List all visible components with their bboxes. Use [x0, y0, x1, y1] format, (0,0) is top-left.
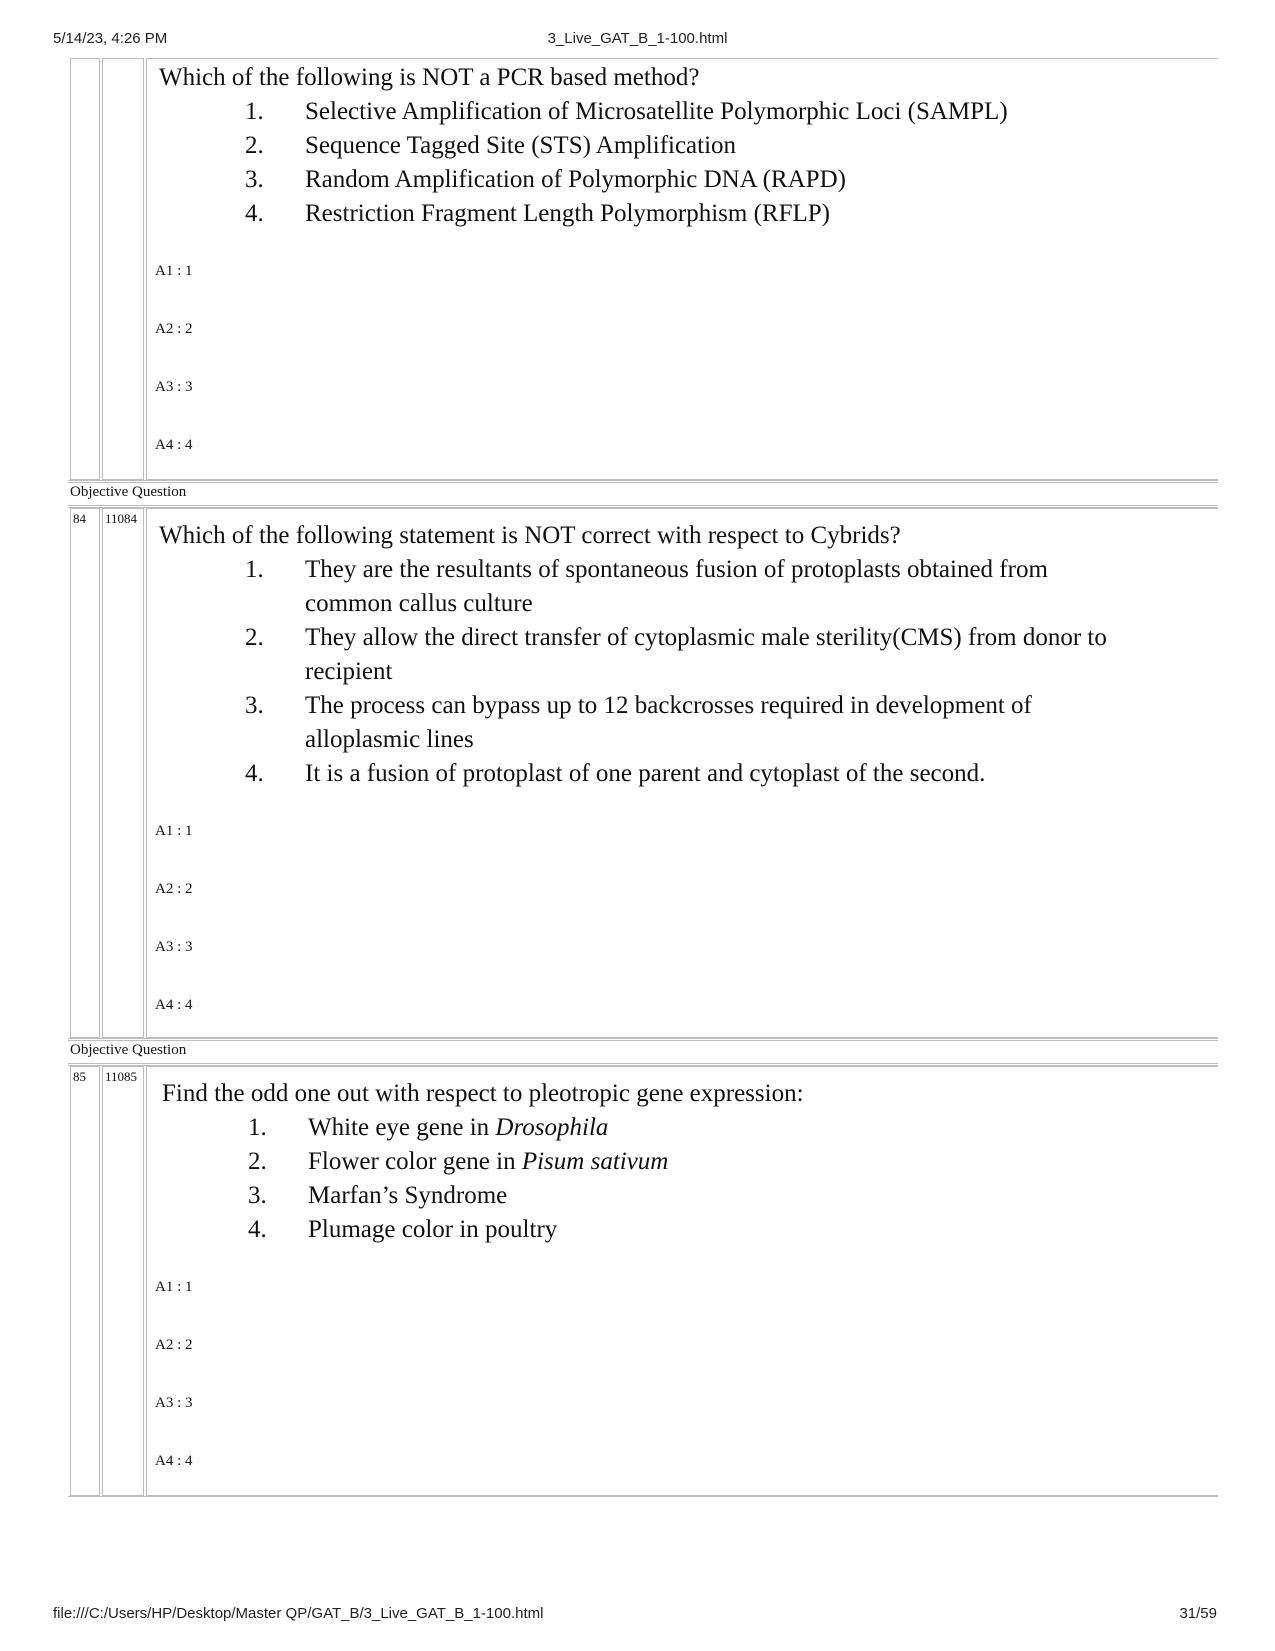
- answer-keys: [147, 821, 1218, 1053]
- species-name: Pisum sativum: [521, 1148, 669, 1175]
- answer-key: A2 : 2: [155, 321, 193, 337]
- question-text: Which of the following is NOT a PCR based method?: [159, 64, 700, 91]
- option-number: 4.: [245, 200, 264, 227]
- question-type-label: Objective Question: [70, 484, 187, 500]
- option-number: 4.: [245, 760, 264, 787]
- option-item: [147, 757, 1218, 791]
- option-item: [147, 553, 1218, 621]
- print-url: file:///C:/Users/HP/Desktop/Master QP/GAT_B/3_Live_GAT_B_1-100.html: [53, 1605, 544, 1622]
- print-title: 3_Live_GAT_B_1-100.html: [547, 30, 728, 47]
- answer-key: A1 : 1: [155, 263, 193, 279]
- option-text: It is a fusion of protoplast of one parent and cytoplast of the second.: [305, 760, 986, 787]
- question-block: [68, 58, 1218, 480]
- option-item: [147, 1213, 1218, 1247]
- page-number: 31/59: [1179, 1605, 1217, 1622]
- answer-key: A2 : 2: [155, 881, 193, 897]
- option-item: [147, 1179, 1218, 1213]
- option-number: 1.: [245, 556, 264, 583]
- option-item: [147, 163, 1218, 197]
- option-text: They are the resultants of spontaneous fusion of protoplasts obtained from common callus culture: [305, 556, 1048, 617]
- option-item: [147, 129, 1218, 163]
- print-header: [0, 30, 1275, 52]
- option-item: [147, 689, 1218, 757]
- section-separator: [68, 480, 1218, 505]
- option-text: They allow the direct transfer of cytoplasmic male sterility(CMS) from donor to recipient: [305, 624, 1107, 685]
- question-block: [68, 505, 1218, 1038]
- option-number: 1.: [248, 1114, 267, 1141]
- print-date: 5/14/23, 4:26 PM: [53, 30, 168, 47]
- question-row: [68, 58, 1218, 480]
- answer-keys: [147, 1277, 1218, 1509]
- option-list: [147, 1111, 1218, 1247]
- option-number: 1.: [245, 98, 264, 125]
- option-number: 2.: [245, 624, 264, 651]
- option-item: [147, 1145, 1218, 1179]
- question-number: 85: [70, 1066, 100, 1496]
- answer-key: A4 : 4: [155, 997, 193, 1013]
- question-text: Which of the following statement is NOT correct with respect to Cybrids?: [159, 522, 901, 549]
- answer-key: A1 : 1: [155, 1279, 193, 1295]
- option-text: Flower color gene in Pisum sativum: [308, 1148, 669, 1175]
- option-text: White eye gene in Drosophila: [308, 1114, 609, 1141]
- answer-keys: [147, 261, 1218, 493]
- question-body: [146, 508, 1218, 1038]
- answer-key: A1 : 1: [155, 823, 193, 839]
- question-id: 11085: [102, 1066, 144, 1496]
- print-footer: [0, 1605, 1275, 1627]
- answer-key: A3 : 3: [155, 939, 193, 955]
- option-text: Marfan’s Syndrome: [308, 1182, 508, 1209]
- option-number: 2.: [245, 132, 264, 159]
- option-text: The process can bypass up to 12 backcrosses required in development of alloplasmic lines: [305, 692, 1032, 753]
- question-body: [146, 1066, 1218, 1496]
- question-number: [70, 58, 100, 480]
- option-text: Plumage color in poultry: [308, 1216, 558, 1243]
- answer-key: A2 : 2: [155, 1337, 193, 1353]
- option-text: Selective Amplification of Microsatellite Polymorphic Loci (SAMPL): [305, 98, 1008, 125]
- section-separator: [68, 1038, 1218, 1063]
- option-text: Restriction Fragment Length Polymorphism (RFLP): [305, 200, 830, 227]
- option-item: [147, 1111, 1218, 1145]
- option-number: 2.: [248, 1148, 267, 1175]
- option-number: 3.: [245, 692, 264, 719]
- option-item: [147, 621, 1218, 689]
- option-number: 3.: [245, 166, 264, 193]
- option-list: [147, 95, 1218, 231]
- question-id: [102, 58, 144, 480]
- answer-key: A3 : 3: [155, 379, 193, 395]
- option-number: 4.: [248, 1216, 267, 1243]
- answer-key: A3 : 3: [155, 1395, 193, 1411]
- question-block: [68, 1063, 1218, 1497]
- answer-key: A4 : 4: [155, 1453, 193, 1469]
- option-text: Sequence Tagged Site (STS) Amplification: [305, 132, 737, 159]
- option-item: [147, 197, 1218, 231]
- option-text: Random Amplification of Polymorphic DNA (RAPD): [305, 166, 846, 193]
- option-list: [147, 553, 1218, 791]
- question-number: 84: [70, 508, 100, 1038]
- question-body: [146, 58, 1218, 480]
- question-row: [68, 1066, 1218, 1497]
- answer-key: A4 : 4: [155, 437, 193, 453]
- question-row: [68, 508, 1218, 1038]
- question-id: 11084: [102, 508, 144, 1038]
- option-item: [147, 95, 1218, 129]
- option-number: 3.: [248, 1182, 267, 1209]
- question-type-label: Objective Question: [70, 1042, 187, 1058]
- species-name: Drosophila: [495, 1114, 609, 1141]
- question-text: Find the odd one out with respect to pleotropic gene expression:: [162, 1080, 804, 1107]
- question-document: [68, 58, 1218, 1497]
